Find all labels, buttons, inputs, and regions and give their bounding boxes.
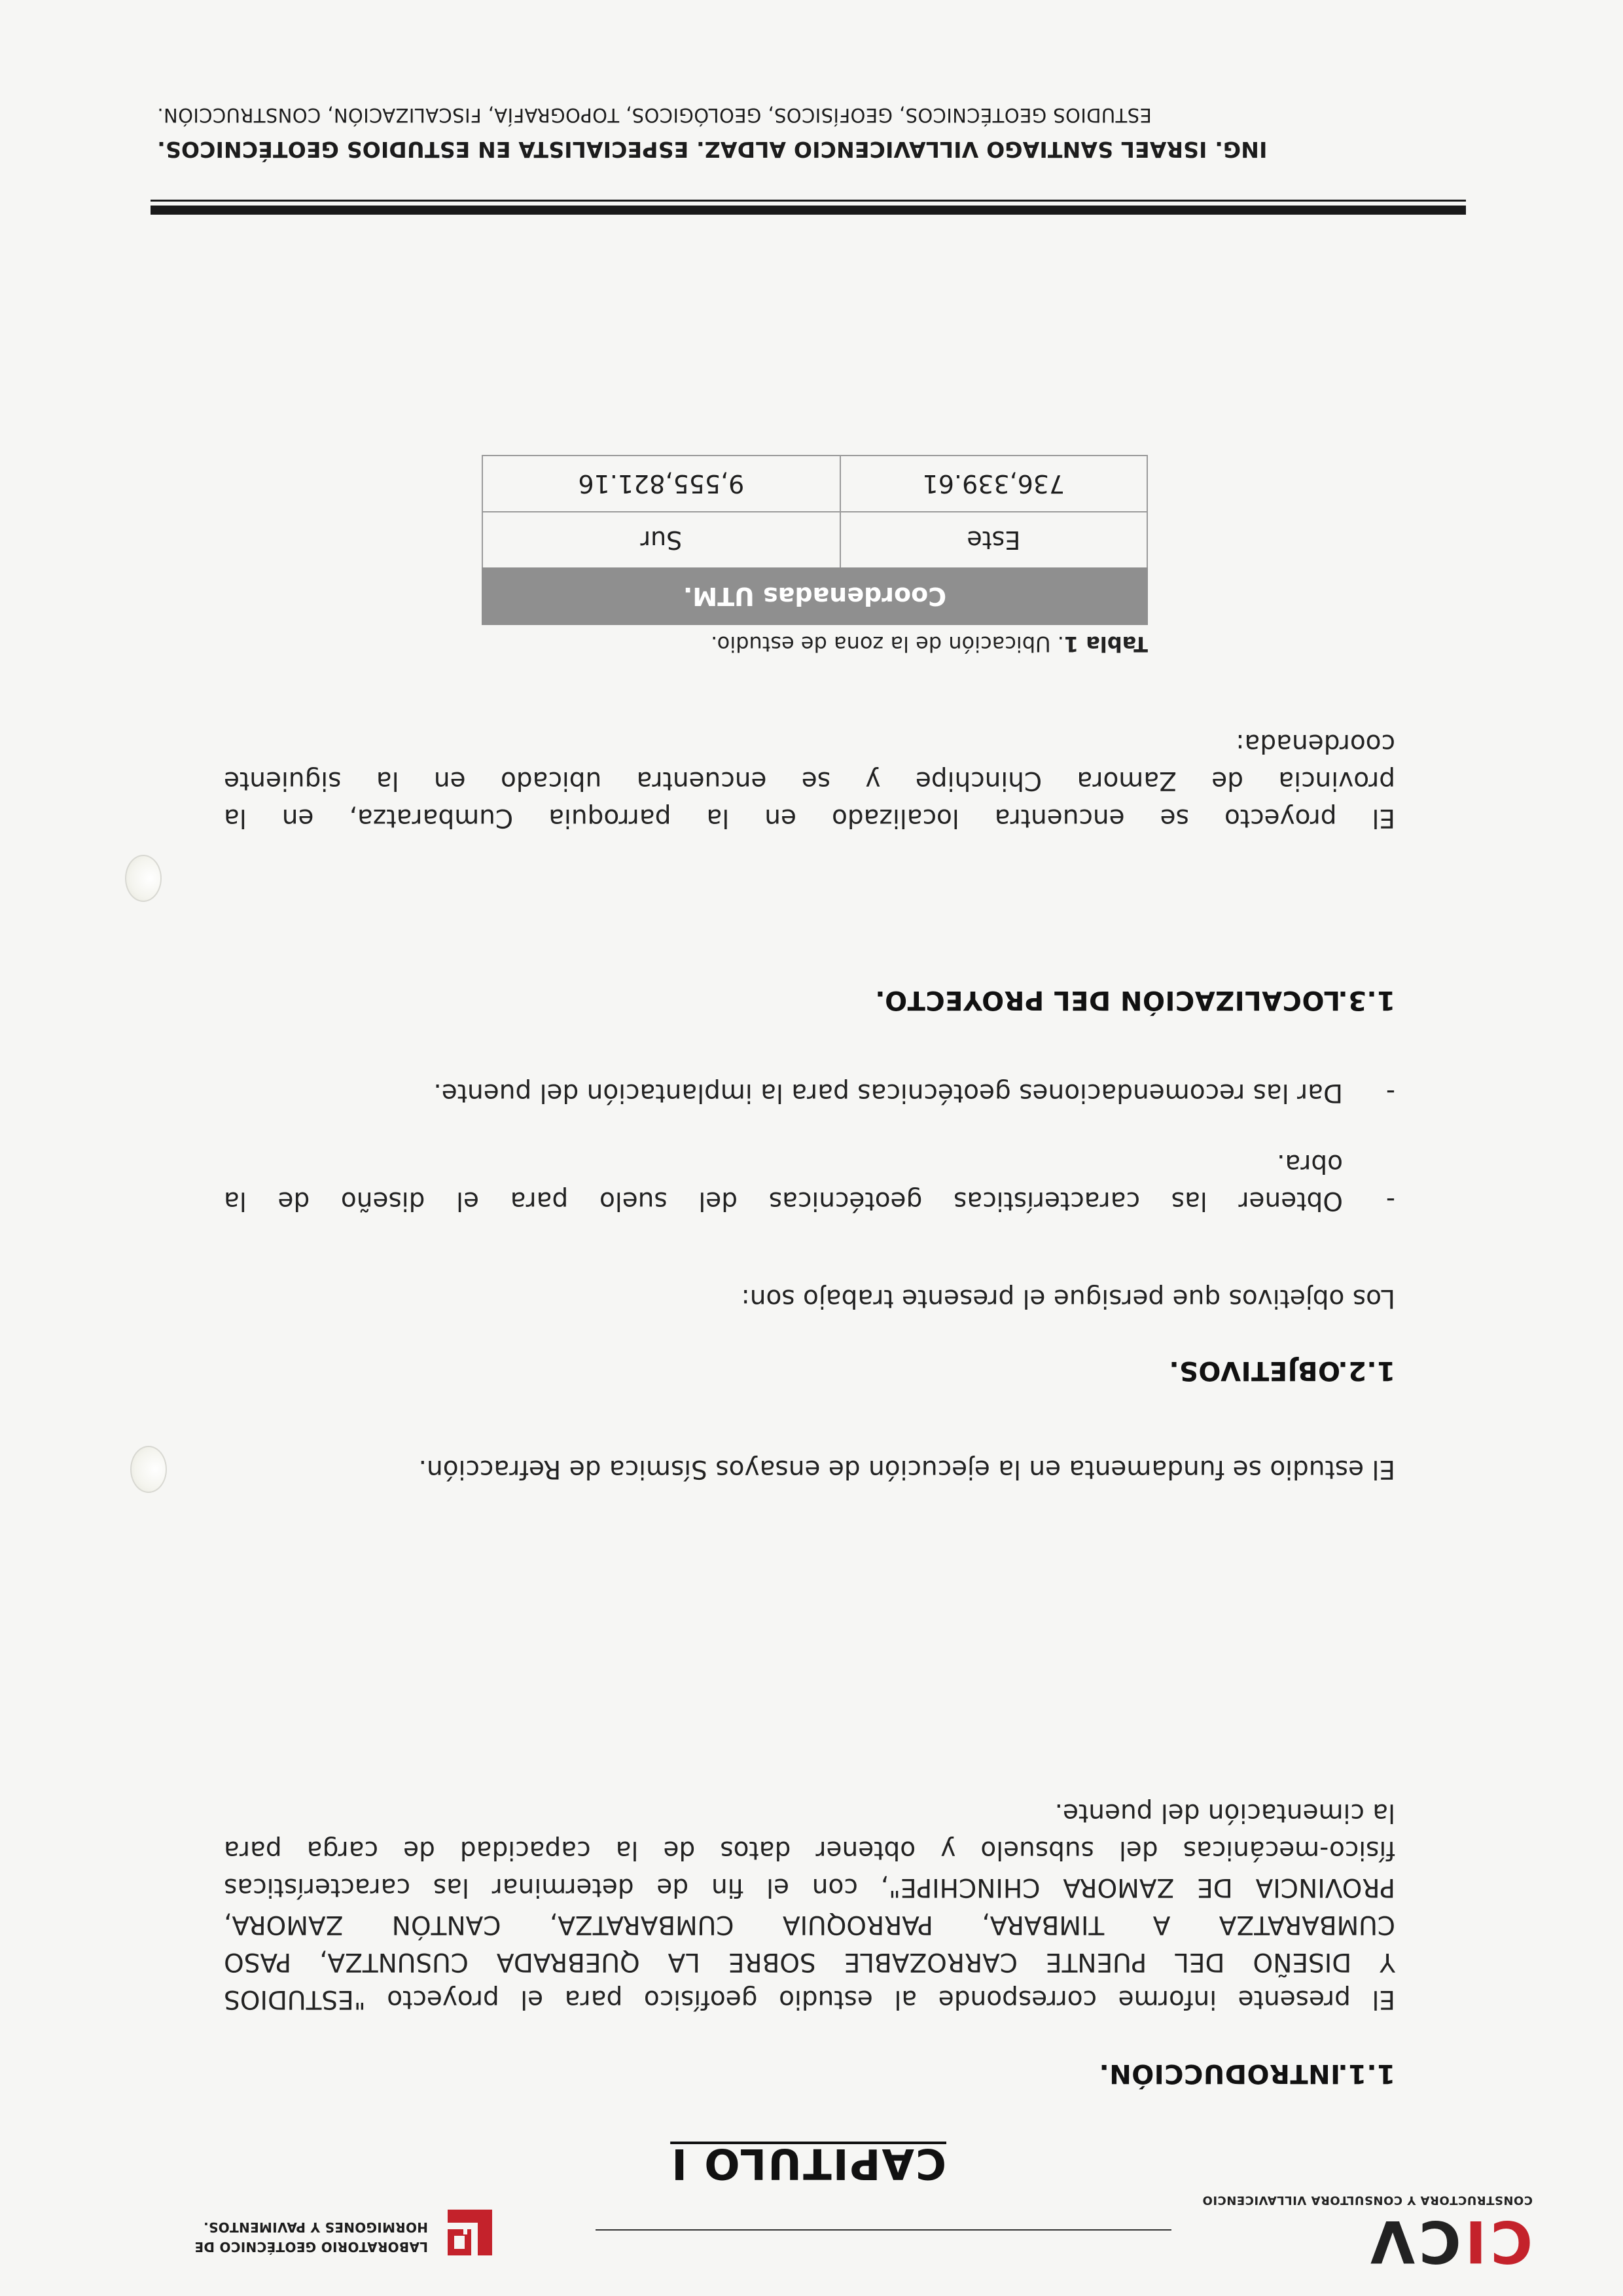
- table-cell-sur: 9,555,821.16: [482, 456, 840, 512]
- table-header: Coordenadas UTM.: [482, 568, 1147, 624]
- objetivos-lead: [224, 1280, 1395, 1317]
- section-title: LOCALIZACIÓN DEL PROYECTO.: [874, 985, 1340, 1015]
- footer-divider-thin: [151, 200, 1466, 202]
- header-divider: [596, 2229, 1171, 2231]
- section-number: 1.1.: [1337, 2058, 1395, 2089]
- section-heading-objetivos: [1169, 1355, 1395, 1386]
- lab-logo: [79, 2193, 497, 2265]
- footer-author: ING. ISRAEL SANTIAGO VILLAVICENCIO ALDAZ. ESPECIALISTA EN ESTUDIOS GEOTÉCNICOS.: [157, 137, 1268, 162]
- section-title: OBJETIVOS.: [1168, 1355, 1340, 1386]
- cicv-logo-subtitle: CONSTRUCTORA Y CONSULTORA VILLAVICENCIO: [1202, 2193, 1533, 2207]
- section-heading-localizacion: [875, 985, 1395, 1015]
- text-line: El presente informe corresponde al estudio geofísico para el proyecto "ESTUDIOS: [224, 1984, 1395, 2014]
- text-line: obra.: [1277, 1149, 1343, 1178]
- footer-services: ESTUDIOS GEOTÉCNICOS, GEOFÍSICOS, GEOLÓGICOS, TOPOGRAFÍA, FISCALIZACIÓN, CONSTRUCCIÓN.: [157, 104, 1152, 126]
- section-number: 1.3.: [1337, 985, 1395, 1015]
- table-caption-label: Tabla 1: [1063, 632, 1148, 656]
- intro-paragraph-2: [224, 1450, 1395, 1488]
- text-line: provincia de Zamora Chinchipe y se encuentra ubicado en la siguiente: [224, 766, 1395, 795]
- text-line: El estudio se fundamenta en la ejecución de ensayos Sísmica de Refracción.: [418, 1454, 1395, 1484]
- cicv-logo: [1202, 2191, 1533, 2275]
- text-line: El proyecto se encuentra localizado en la parroquia Cumbaratza, en la: [224, 803, 1395, 833]
- chapter-title: CAPITULO I: [670, 2139, 946, 2187]
- lab-logo-line2: HORMIGONES Y PAVIMENTOS.: [203, 2219, 428, 2235]
- table-caption-text: . Ubicación de la zona de estudio.: [711, 632, 1064, 656]
- table-cell-este: 736,339.61: [840, 456, 1147, 512]
- text-line: Y DISEÑO DEL PUENTE CARROZABLE SOBRE LA QUEBRADA CUSUNTZA, PASO: [224, 1947, 1395, 1977]
- section-title: INTRODUCCIÓN.: [1099, 2058, 1340, 2089]
- table-col-header-sur: Sur: [482, 512, 840, 568]
- text-line: físico-mecánicas del subsuelo y obtener datos de la capacidad de carga para: [224, 1835, 1395, 1865]
- bullet-item: [224, 1074, 1395, 1111]
- punch-hole-mark: [130, 1446, 167, 1493]
- cicv-logo-icon: CICV: [1366, 2208, 1533, 2275]
- lab-logo-text: [194, 2217, 428, 2257]
- footer-divider-thick: [151, 206, 1466, 215]
- text-line: Obtener las características geotécnicas del suelo para el diseño de la: [224, 1186, 1343, 1215]
- localizacion-paragraph: [224, 725, 1395, 836]
- section-number: 1.2.: [1337, 1355, 1395, 1386]
- table-caption: [711, 632, 1148, 656]
- lg-lab-logo-icon: [442, 2206, 497, 2261]
- text-line: PROVINCIA DE ZAMORA CHINCHIPE", con el fin de determinar las características: [224, 1873, 1395, 1902]
- text-line: la cimentación del puente.: [1054, 1798, 1395, 1827]
- coordinates-table: [482, 455, 1148, 625]
- text-line: CUMBARATZA A TIMBARA, PARROQUIA CUMBARATZA, CANTÓN ZAMORA,: [224, 1910, 1395, 1939]
- bullet-dash: -: [1385, 1078, 1395, 1107]
- section-heading-intro: [1099, 2058, 1395, 2089]
- text-line: Dar las recomendaciones geotécnicas para la implantación del puente.: [433, 1078, 1343, 1107]
- table-col-header-este: Este: [840, 512, 1147, 568]
- text-line: coordenada:: [1236, 728, 1395, 758]
- intro-paragraph: [224, 1794, 1395, 2018]
- text-line: Los objetivos que persigue el presente trabajo son:: [741, 1283, 1395, 1313]
- bullet-item: [224, 1145, 1395, 1219]
- punch-hole-mark: [125, 855, 162, 902]
- bullet-dash: -: [1385, 1186, 1395, 1215]
- lab-logo-line1: LABORATORIO GEOTÉCNICO DE: [194, 2239, 428, 2255]
